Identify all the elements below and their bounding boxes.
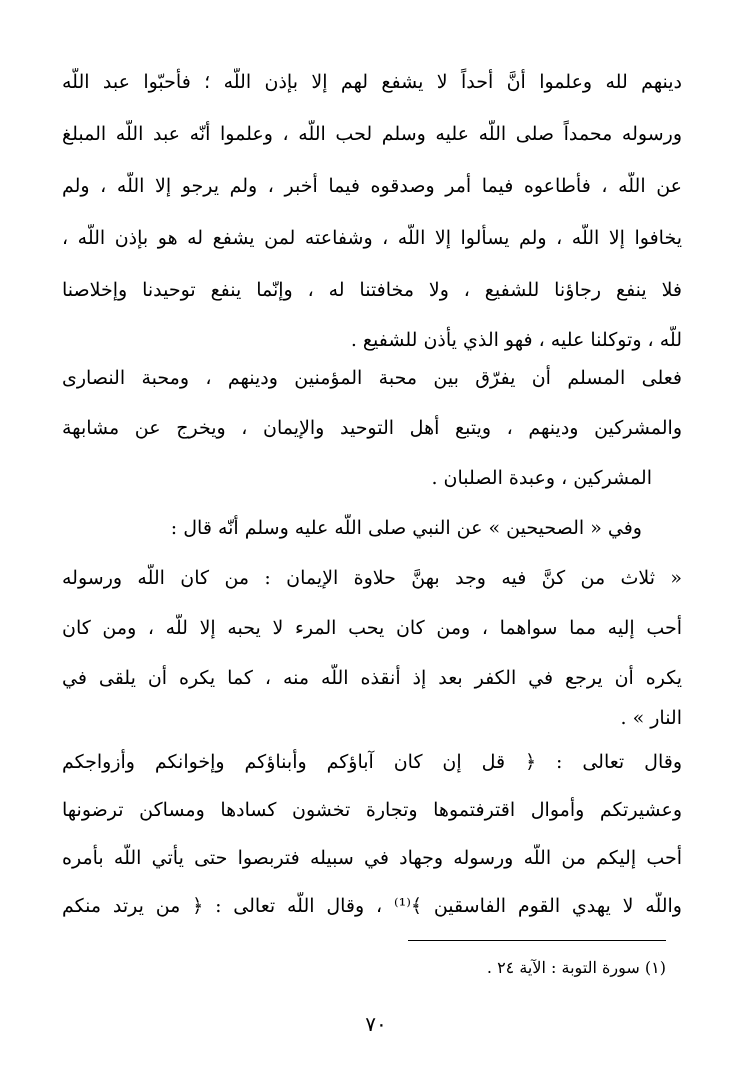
- text-line: والمشركين ودينهم ، ويتبع أهل التوحيد والإيمان ، ويخرج عن مشابهة: [62, 417, 682, 439]
- text-line: وعشيرتكم وأموال اقترفتموها وتجارة تخشون كسادها ومساكن ترضونها: [62, 799, 682, 821]
- text-line: يخافوا إلا اللّه ، ولم يسألوا إلا اللّه ، وشفاعته لمن يشفع له هو بإذن اللّه ،: [62, 227, 682, 249]
- text-line: أحب إليه مما سواهما ، ومن كان يحب المرء لا يحبه إلا للّه ، ومن كان: [62, 617, 682, 639]
- text-line: يكره أن يرجع في الكفر بعد إذ أنقذه اللّه منه ، كما يكره أن يلقى في: [62, 667, 682, 689]
- text-line: النار » .: [620, 707, 682, 729]
- text-line: فعلى المسلم أن يفرّق بين محبة المؤمنين ودينهم ، ومحبة النصارى: [62, 367, 682, 389]
- text-line: وقال تعالى : ﴿ قل إن كان آباؤكم وأبناؤكم وإخوانكم وأزواجكم: [62, 751, 682, 773]
- text-line: وفي « الصحيحين » عن النبي صلى اللّه عليه وسلم أنّه قال :: [170, 517, 642, 539]
- text-line: واللّه لا يهدي القوم الفاسقين ﴾⁽¹⁾ ، وقال اللّه تعالى : ﴿ من يرتد منكم: [62, 895, 682, 917]
- text-line: دينهم لله وعلموا أنَّ أحداً لا يشفع لهم إلا بإذن اللّه ؛ فأحبّوا عبد اللّه: [62, 71, 682, 93]
- text-line: المشركين ، وعبدة الصلبان .: [431, 467, 652, 489]
- text-line: أحب إليكم من اللّه ورسوله وجهاد في سبيله فتربصوا حتى يأتي اللّه بأمره: [62, 847, 682, 869]
- text-line: « ثلاث من كنَّ فيه وجد بهنَّ حلاوة الإيمان : من كان اللّه ورسوله: [62, 567, 682, 589]
- text-line: فلا ينفع رجاؤنا للشفيع ، ولا مخافتنا له ، وإنّما ينفع توحيدنا وإخلاصنا: [62, 279, 682, 301]
- footnote-divider: [408, 940, 666, 941]
- text-line: ورسوله محمداً صلى اللّه عليه وسلم لحب اللّه ، وعلموا أنّه عبد اللّه المبلغ: [62, 123, 682, 145]
- text-line: عن اللّه ، فأطاعوه فيما أمر وصدقوه فيما أخبر ، ولم يرجو إلا اللّه ، ولم: [62, 175, 682, 197]
- page-number: ٧٠: [365, 1012, 387, 1036]
- text-line: للّه ، وتوكلنا عليه ، فهو الذي يأذن للشفيع .: [350, 329, 682, 351]
- footnote: (١) سورة التوبة : الآية ٢٤ .: [486, 958, 666, 977]
